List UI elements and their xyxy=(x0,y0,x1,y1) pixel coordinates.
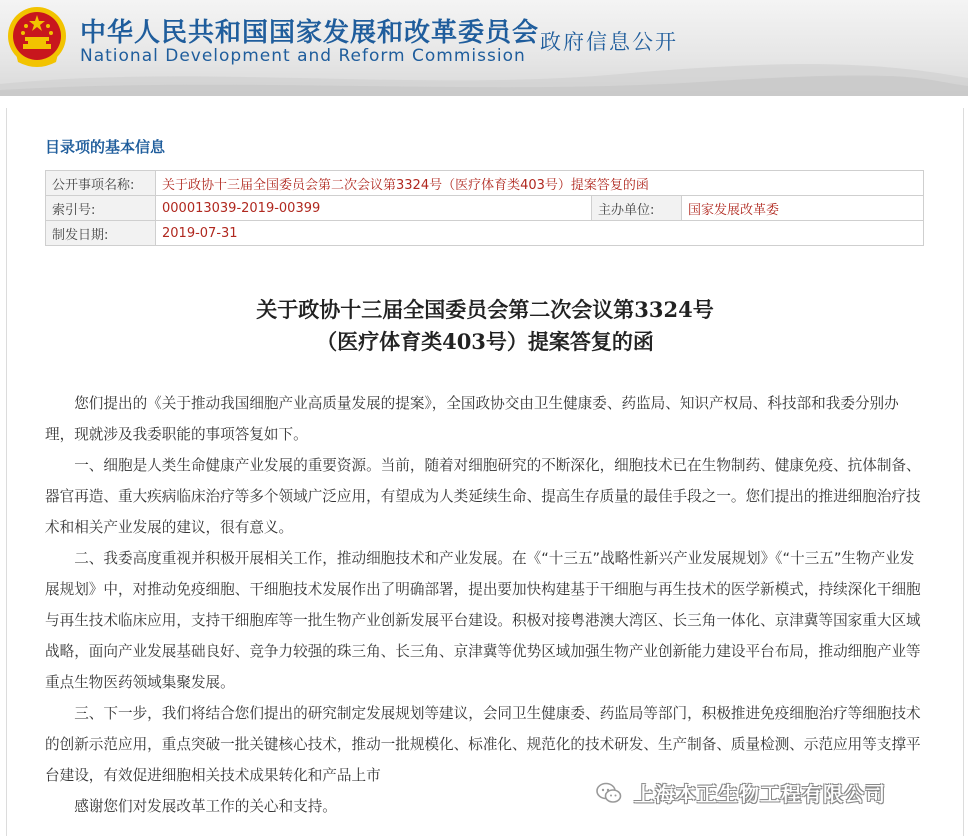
info-value-date: 2019-07-31 xyxy=(156,221,924,246)
body-paragraph: 您们提出的《关于推动我国细胞产业高质量发展的提案》，全国政协交由卫生健康委、药监局、知识产权局、科技部和我委分别办理，现就涉及我委职能的事项答复如下。 xyxy=(45,395,899,443)
info-value-title: 关于政协十三届全国委员会第二次会议第3324号（医疗体育类403号）提案答复的函 xyxy=(156,171,924,196)
wechat-watermark xyxy=(596,776,956,810)
info-table xyxy=(45,170,924,246)
info-value-index: 000013039-2019-00399 xyxy=(156,196,592,221)
document-title-line1: 关于政协十三届全国委员会第二次会议第3324号 xyxy=(256,297,714,322)
wechat-icon xyxy=(596,782,622,804)
info-label: 制发日期: xyxy=(46,221,156,246)
org-name-cn[interactable]: 中华人民共和国国家发展和改革委员会 xyxy=(80,18,540,48)
watermark-text: 上海本正生物工程有限公司 xyxy=(634,782,886,806)
info-label: 主办单位: xyxy=(592,196,682,221)
table-row xyxy=(46,196,924,221)
body-paragraph: 三、下一步，我们将结合您们提出的研究制定发展规划等建议，会同卫生健康委、药监局等部门，积极推进免疫细胞治疗等细胞技术的创新示范应用，重点突破一批关键核心技术，推动一批规模化、标准化、规范化的技术研发、生产制备、质量检测、示范应用等支撑平台建设，有效促进细胞相关技术成果转化和产品上市 xyxy=(45,705,921,784)
document-title-line2: （医疗体育类403号）提案答复的函 xyxy=(316,329,654,354)
info-label: 索引号: xyxy=(46,196,156,221)
table-row xyxy=(46,171,924,196)
info-value-department: 国家发展改革委 xyxy=(682,196,924,221)
site-header xyxy=(0,0,968,96)
info-heading: 目录项的基本信息 xyxy=(45,138,166,156)
body-paragraph: 二、我委高度重视并积极开展相关工作，推动细胞技术和产业发展。在《“十三五”战略性新兴产业发展规划》《“十三五”生物产业发展规划》中，对推动免疫细胞、干细胞技术发展作出了明确部署，提出要加快构建基于干细胞与再生技术的医学新模式，持续深化干细胞与再生技术临床应用，支持干细胞库等一批生物产业创新发展平台建设。积极对接粤港澳大湾区、长三角一体化、京津冀等国家重大区域战略，面向产业发展基础良好、竞争力较强的珠三角、长三角、京津冀等优势区域加强生物产业创新能力建设平台布局，推动细胞产业等重点生物医药领域集聚发展。 xyxy=(45,550,921,691)
info-label: 公开事项名称: xyxy=(46,171,156,196)
table-row xyxy=(46,221,924,246)
national-emblem-icon xyxy=(6,4,68,70)
section-title[interactable]: 政府信息公开 xyxy=(540,30,678,54)
body-paragraph: 感谢您们对发展改革工作的关心和支持。 xyxy=(74,798,337,815)
main-content xyxy=(6,108,964,836)
document-body xyxy=(45,388,925,822)
org-name-en[interactable]: National Development and Reform Commission xyxy=(80,46,526,66)
body-paragraph: 一、细胞是人类生命健康产业发展的重要资源。当前，随着对细胞研究的不断深化，细胞技术已在生物制药、健康免疫、抗体制备、器官再造、重大疾病临床治疗等多个领域广泛应用，有望成为人类延续生命、提高生存质量的最佳手段之一。您们提出的推进细胞治疗技术和相关产业发展的建议，很有意义。 xyxy=(45,457,921,536)
